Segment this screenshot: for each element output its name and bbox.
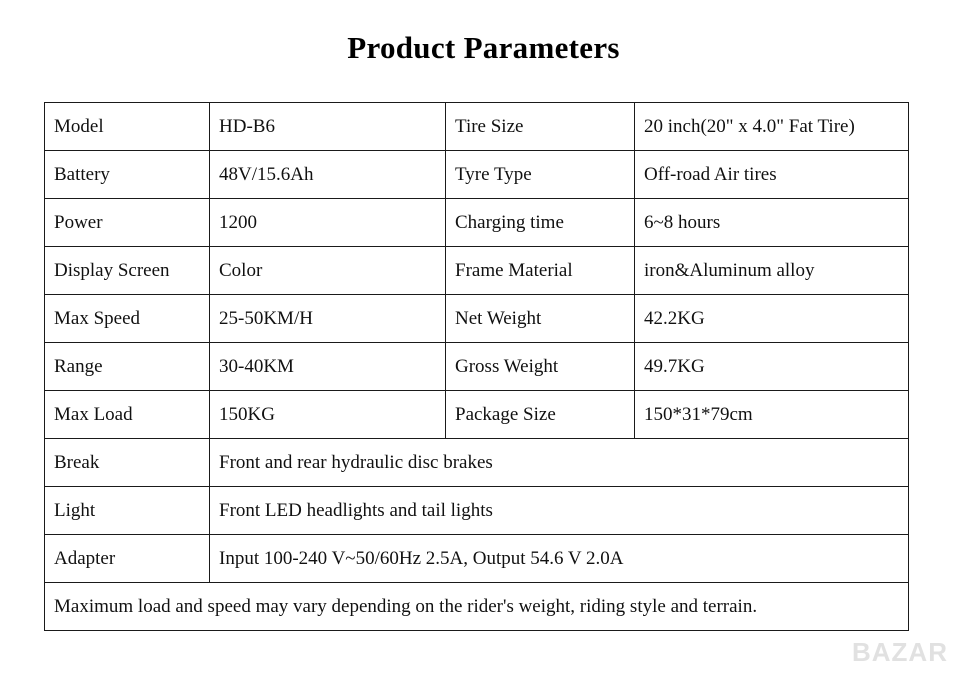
param-label: Power (45, 199, 210, 247)
param-label: Tyre Type (446, 151, 635, 199)
param-label: Range (45, 343, 210, 391)
param-label: Max Speed (45, 295, 210, 343)
param-label: Frame Material (446, 247, 635, 295)
param-value: 30-40KM (210, 343, 446, 391)
param-value: 25-50KM/H (210, 295, 446, 343)
param-value: 150KG (210, 391, 446, 439)
param-label: Gross Weight (446, 343, 635, 391)
param-label: Charging time (446, 199, 635, 247)
param-value: Off-road Air tires (635, 151, 909, 199)
param-value: 49.7KG (635, 343, 909, 391)
param-value: 42.2KG (635, 295, 909, 343)
table-row (45, 199, 909, 247)
table-row (45, 535, 909, 583)
page-title: Product Parameters (347, 30, 620, 65)
table-row (45, 583, 909, 631)
param-value: 20 inch(20" x 4.0" Fat Tire) (635, 103, 909, 151)
param-label: Adapter (45, 535, 210, 583)
param-label: Tire Size (446, 103, 635, 151)
param-value: 6~8 hours (635, 199, 909, 247)
table-row (45, 439, 909, 487)
param-label: Battery (45, 151, 210, 199)
watermark-logo: BAZAR (852, 637, 948, 667)
table-row (45, 103, 909, 151)
param-label: Max Load (45, 391, 210, 439)
param-label: Light (45, 487, 210, 535)
table-row (45, 247, 909, 295)
param-label: Break (45, 439, 210, 487)
table-row (45, 391, 909, 439)
param-label: Net Weight (446, 295, 635, 343)
param-value: 150*31*79cm (635, 391, 909, 439)
table-row (45, 151, 909, 199)
table-row (45, 343, 909, 391)
product-parameters-table (44, 102, 909, 631)
param-label: Package Size (446, 391, 635, 439)
param-value: Input 100-240 V~50/60Hz 2.5A, Output 54.6 V 2.0A (210, 535, 909, 583)
table-row (45, 487, 909, 535)
param-value: Front and rear hydraulic disc brakes (210, 439, 909, 487)
param-value: 1200 (210, 199, 446, 247)
param-value: Color (210, 247, 446, 295)
param-value: iron&Aluminum alloy (635, 247, 909, 295)
param-label: Display Screen (45, 247, 210, 295)
param-label: Model (45, 103, 210, 151)
param-value: 48V/15.6Ah (210, 151, 446, 199)
param-value: HD-B6 (210, 103, 446, 151)
param-value: Front LED headlights and tail lights (210, 487, 909, 535)
footnote: Maximum load and speed may vary depending on the rider's weight, riding style and terrain. (45, 583, 909, 631)
table-row (45, 295, 909, 343)
